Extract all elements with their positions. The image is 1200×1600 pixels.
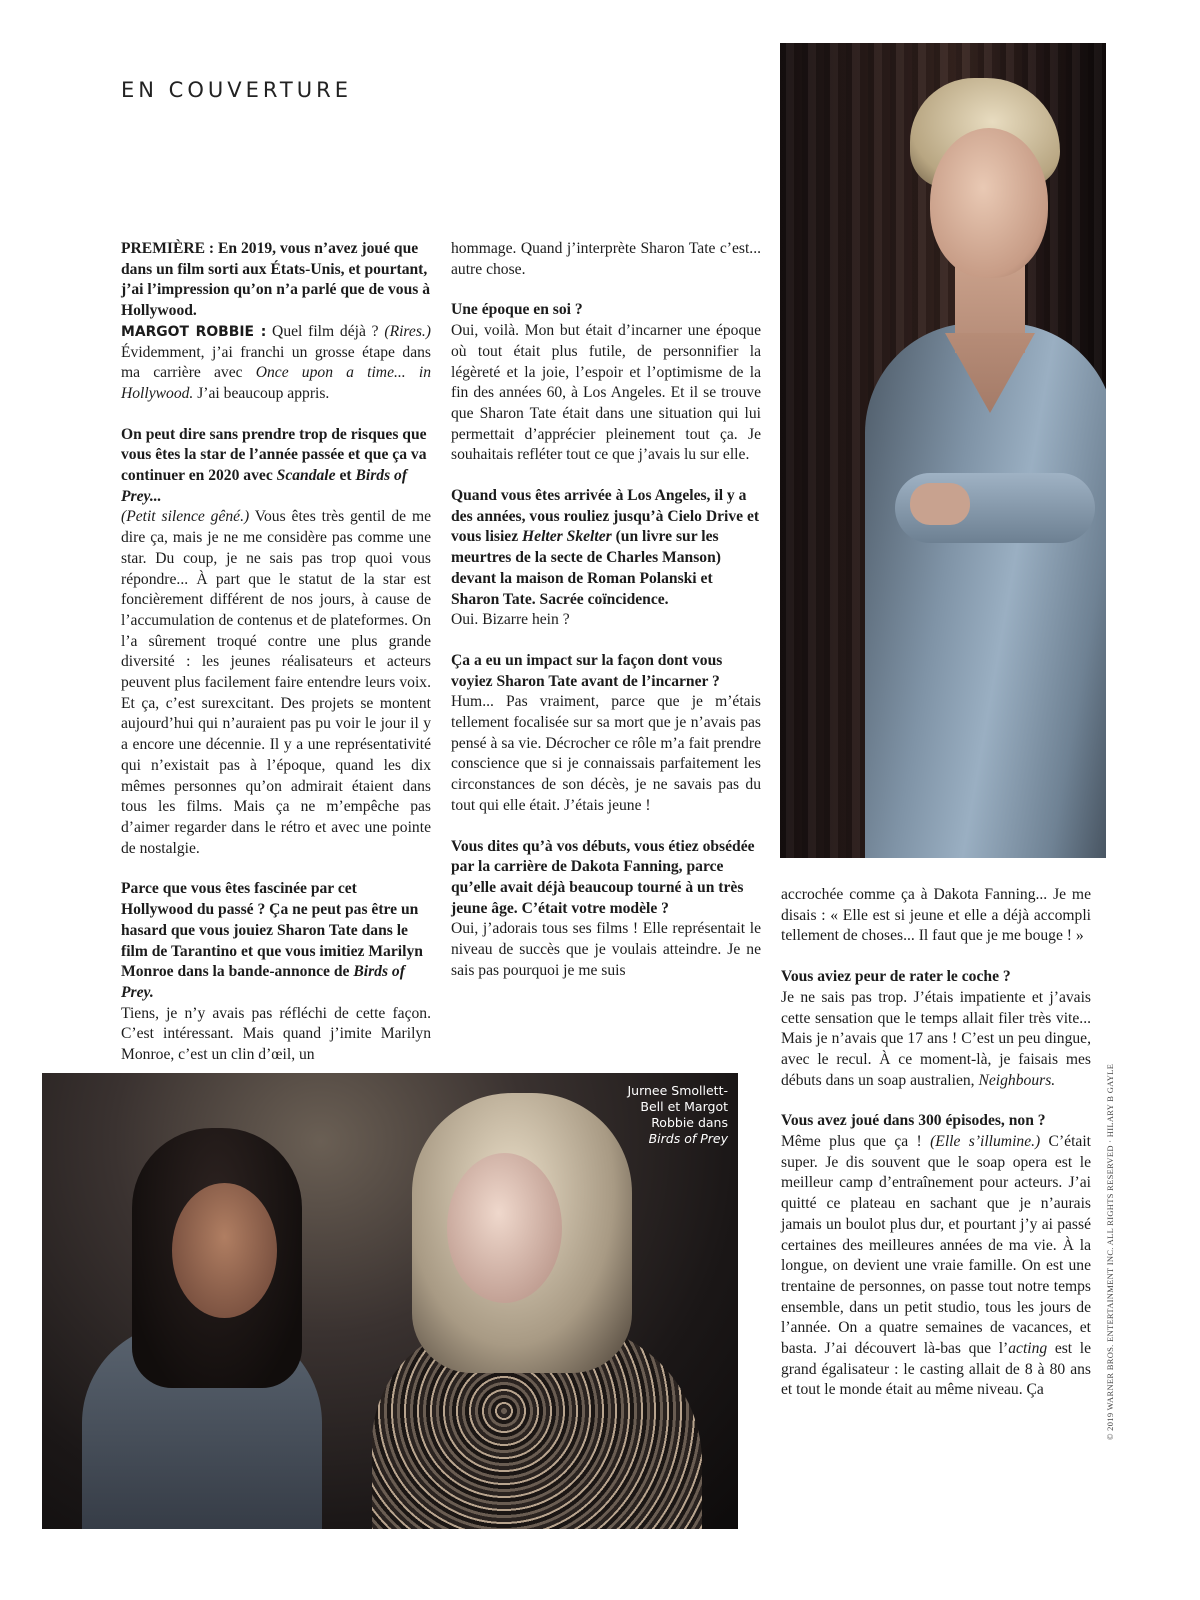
photo-figure-hand bbox=[910, 483, 970, 525]
italic-term: acting bbox=[1008, 1340, 1048, 1358]
caption-film-title: Birds of Prey bbox=[648, 1131, 728, 1146]
question-5 bbox=[451, 486, 761, 610]
answer-6: Hum... Pas vraiment, parce que je m’étais tellement focalisée sur sa mort que je n’avais pas pensé à sa vie. Décrocher ce rôle m’a fait prendre conscience que si je connaissais parfaitement les circonstances de son décès, je ne savais pas du tout qui elle était. J’étais jeune ! bbox=[451, 693, 761, 814]
film-title: Birds of Prey... bbox=[121, 467, 408, 505]
article-column-3 bbox=[781, 885, 1091, 1401]
answer-3-continued: hommage. Quand j’interprète Sharon Tate c’est... autre chose. bbox=[451, 240, 761, 278]
photo-caption bbox=[598, 1083, 728, 1147]
speaker-name: MARGOT ROBBIE : bbox=[121, 323, 267, 340]
answer-text: J’ai beaucoup appris. bbox=[193, 384, 330, 402]
answer-text: Quel film déjà ? bbox=[266, 322, 385, 340]
question-4: Une époque en soi ? bbox=[451, 301, 583, 319]
answer-text: C’était super. Je dis souvent que le soap opera est le meilleur camp d’entraînement pour acteurs. J’ai quitté ce plateau en sachant que je n’aurais jamais un boulot plus dur, et pourtant j’y ai passé certaines des meilleures années de ma vie. À la longue, on devient une vraie famille. On est une trentaine de personnes, on passe tout notre temps ensemble, dans un petit studio, tous les jours de l’année. On a quatre semaines de vacances, et basta. J’ai découvert là-bas que l’ bbox=[781, 1133, 1091, 1358]
question-9: Vous avez joué dans 300 épisodes, non ? bbox=[781, 1112, 1046, 1130]
photo-figure-right-face bbox=[447, 1153, 562, 1303]
answer-8 bbox=[781, 988, 1091, 1092]
question-8: Vous aviez peur de rater le coche ? bbox=[781, 968, 1011, 986]
section-label: EN COUVERTURE bbox=[121, 78, 352, 102]
film-title: Birds of Prey. bbox=[121, 963, 405, 1001]
answer-aside: (Elle s’illumine.) bbox=[930, 1133, 1041, 1151]
article-column-2 bbox=[451, 239, 761, 982]
question-7: Vous dites qu’à vos débuts, vous étiez obsédée par la carrière de Dakota Fanning, parce qu’elle avait déjà beaucoup tourné à un très jeune âge. C’était votre modèle ? bbox=[451, 837, 755, 917]
film-title: Once upon a time... in Hollywood. bbox=[121, 364, 431, 402]
answer-text: Évidemment, j’ai franchi un grosse étape dans ma carrière avec bbox=[121, 343, 431, 382]
book-title: Helter Skelter bbox=[522, 528, 612, 546]
answer-text: Je ne sais pas trop. J’étais impatiente et j’avais cette sensation que le temps allait filer très vite... Mais je n’avais que 17 ans ! C’est un peu dingue, avec le recul. À ce moment-là, je faisais mes débuts dans un soap australien, bbox=[781, 988, 1091, 1089]
question-3 bbox=[121, 879, 431, 1003]
answer-aside: (Rires.) bbox=[384, 322, 431, 340]
show-title: Neighbours. bbox=[978, 1071, 1056, 1089]
caption-line: Bell et Margot bbox=[640, 1099, 728, 1114]
question-text: et bbox=[335, 467, 356, 485]
question-text: (un livre sur les meurtres de la secte de Charles Manson) devant la maison de Roman Polanski et Sharon Tate. Sacrée coïncidence. bbox=[451, 528, 721, 608]
photo-figure-face bbox=[930, 128, 1048, 278]
answer-text: Vous êtes très gentil de me dire ça, mais je ne me considère pas comme une star. Du coup, je ne sais pas trop quoi vous répondre... À part que le statut de la star est foncièrement différent de nos jours, à cause de l’accumulation de contenus et de plateformes. On l’a sûrement troqué contre une plus grande diversité : les jeunes réalisateurs et acteurs peuvent plus facilement faire entendre leurs voix. Et ça, c’est surexcitant. Des projets se montent aujourd’hui qui n’auraient pas pu voir le jour il y a encore une décennie. Il y a une représentativité qui n’existait pas à l’époque, quand les dix mêmes personnes qu’on admirait étaient dans tous les films. Mais ça ne m’empêche pas d’aimer regarder dans le rétro et avec une pointe de nostalgie. bbox=[121, 508, 432, 857]
photo-figure-left-face bbox=[172, 1183, 277, 1318]
answer-4: Oui, voilà. Mon but était d’incarner une époque où tout était plus futile, de personnifier la légèreté et la joie, l’espoir et l’optimisme de la fin des années 60, à Los Angeles. Et il se trouve que Sharon Tate était dans une situation qui lui permettait d’apprécier pleinement tout ça. Je souhaitais refléter tout ce que j’avais lu sur elle. bbox=[451, 322, 761, 464]
answer-3: Tiens, je n’y avais pas réfléchi de cette façon. C’est intéressant. Mais quand j’imite Marilyn Monroe, c’est un clin d’œil, un bbox=[121, 1004, 431, 1064]
question-intro: PREMIÈRE : En 2019, vous n’avez joué que dans un film sorti aux États-Unis, et pourtant, j’ai l’impression qu’on n’a parlé que de vous à Hollywood. bbox=[121, 240, 431, 320]
question-2 bbox=[121, 425, 431, 508]
answer-7-continued: accrochée comme ça à Dakota Fanning... Je me disais : « Elle est si jeune et elle a déjà accompli tellement de choses... Il faut que je me bouge ! » bbox=[781, 886, 1091, 945]
question-text: Quand vous êtes arrivée à Los Angeles, il y a des années, vous rouliez jusqu’à Cielo Drive et vous lisiez bbox=[451, 487, 760, 546]
answer-7: Oui, j’adorais tous ses films ! Elle représentait le niveau de succès que je voulais atteindre. Je ne sais pas pourquoi je me suis bbox=[451, 920, 761, 979]
cover-photo bbox=[780, 43, 1106, 858]
photo-credit: © 2019 WARNER BROS. ENTERTAINMENT INC. ALL RIGHTS RESERVED · HILARY B GAYLE bbox=[1105, 1063, 1115, 1440]
answer-aside: (Petit silence gêné.) bbox=[121, 508, 250, 526]
article-column-1 bbox=[121, 239, 431, 1066]
film-title: Scandale bbox=[276, 467, 336, 485]
answer-5: Oui. Bizarre hein ? bbox=[451, 611, 570, 629]
caption-line: Jurnee Smollett- bbox=[627, 1083, 728, 1098]
question-text: On peut dire sans prendre trop de risques que vous êtes la star de l’année passée et que ça va continuer en 2020 avec bbox=[121, 425, 427, 485]
answer-9 bbox=[781, 1132, 1091, 1401]
caption-line: Robbie dans bbox=[651, 1115, 728, 1130]
question-6: Ça a eu un impact sur la façon dont vous voyiez Sharon Tate avant de l’incarner ? bbox=[451, 651, 723, 690]
answer-text: est le grand égalisateur : le casting allait de 8 à 80 ans et tout le monde était au même niveau. Ça bbox=[781, 1340, 1092, 1399]
answer-text: Même plus que ça ! bbox=[781, 1133, 931, 1151]
birds-of-prey-photo bbox=[42, 1073, 738, 1529]
answer-2 bbox=[121, 507, 431, 859]
question-text: Parce que vous êtes fascinée par cet Hollywood du passé ? Ça ne peut pas être un hasard que vous jouiez Sharon Tate dans le film de Tarantino et que vous imitiez Marilyn Monroe dans la bande-annonce de bbox=[121, 880, 423, 981]
answer-intro bbox=[121, 322, 431, 405]
